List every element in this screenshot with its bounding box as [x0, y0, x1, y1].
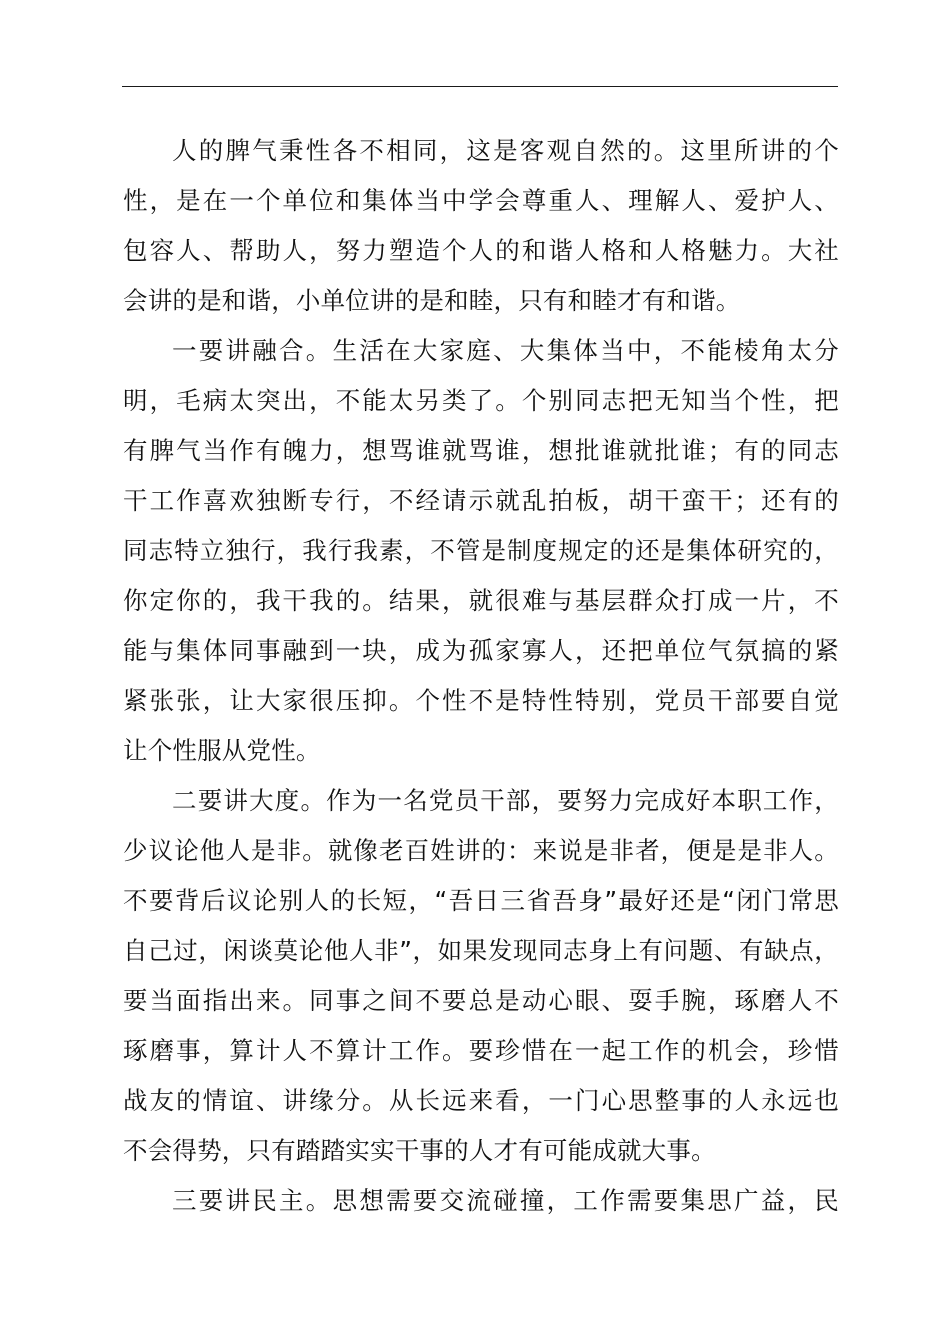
paragraph-2-line-5: 同志特立独行，我行我素，不管是制度规定的还是集体研究的，: [123, 536, 839, 565]
paragraph-1-line-4: 会讲的是和谐，小单位讲的是和睦，只有和睦才有和谐。: [123, 286, 741, 315]
paragraph-2-line-6: 你定你的，我干我的。结果，就很难与基层群众打成一片，不: [123, 586, 839, 615]
paragraph-2-line-9: 让个性服从党性。: [123, 736, 321, 765]
paragraph-3-line-2: 少议论他人是非。就像老百姓讲的：来说是非者，便是是非人。: [123, 836, 839, 865]
paragraph-3-line-6: 琢磨事，算计人不算计工作。要珍惜在一起工作的机会，珍惜: [123, 1036, 839, 1065]
paragraph-3-line-1: 二要讲大度。作为一名党员干部，要努力完成好本职工作，: [172, 786, 839, 815]
paragraph-2-line-3: 有脾气当作有魄力，想骂谁就骂谁，想批谁就批谁；有的同志: [123, 436, 839, 465]
paragraph-3-line-8: 不会得势，只有踏踏实实干事的人才有可能成就大事。: [123, 1136, 716, 1165]
paragraph-3-line-4: 自己过，闲谈莫论他人非”，如果发现同志身上有问题、有缺点，: [123, 936, 839, 965]
paragraph-3-line-7: 战友的情谊、讲缘分。从长远来看，一门心思整事的人永远也: [123, 1086, 839, 1115]
paragraph-2-line-8: 紧张张，让大家很压抑。个性不是特性特别，党员干部要自觉: [123, 686, 839, 715]
paragraph-2-line-2: 明，毛病太突出，不能太另类了。个别同志把无知当个性，把: [123, 386, 839, 415]
paragraph-4-line-1: 三要讲民主。思想需要交流碰撞，工作需要集思广益，民: [172, 1186, 839, 1215]
paragraph-2-line-7: 能与集体同事融到一块，成为孤家寡人，还把单位气氛搞的紧: [123, 636, 839, 665]
paragraph-2-line-1: 一要讲融合。生活在大家庭、大集体当中，不能棱角太分: [172, 336, 839, 365]
paragraph-3-line-5: 要当面指出来。同事之间不要总是动心眼、耍手腕，琢磨人不: [123, 986, 839, 1015]
document-body: [123, 126, 839, 1226]
paragraph-1-line-2: 性，是在一个单位和集体当中学会尊重人、理解人、爱护人、: [123, 186, 839, 215]
paragraph-1-line-3: 包容人、帮助人，努力塑造个人的和谐人格和人格魅力。大社: [123, 236, 839, 265]
header-divider: [122, 86, 838, 87]
paragraph-1-line-1: 人的脾气秉性各不相同，这是客观自然的。这里所讲的个: [172, 136, 839, 165]
paragraph-2-line-4: 干工作喜欢独断专行，不经请示就乱拍板，胡干蛮干；还有的: [123, 486, 839, 515]
paragraph-3-line-3: 不要背后议论别人的长短，“吾日三省吾身”最好还是“闭门常思: [123, 886, 839, 915]
